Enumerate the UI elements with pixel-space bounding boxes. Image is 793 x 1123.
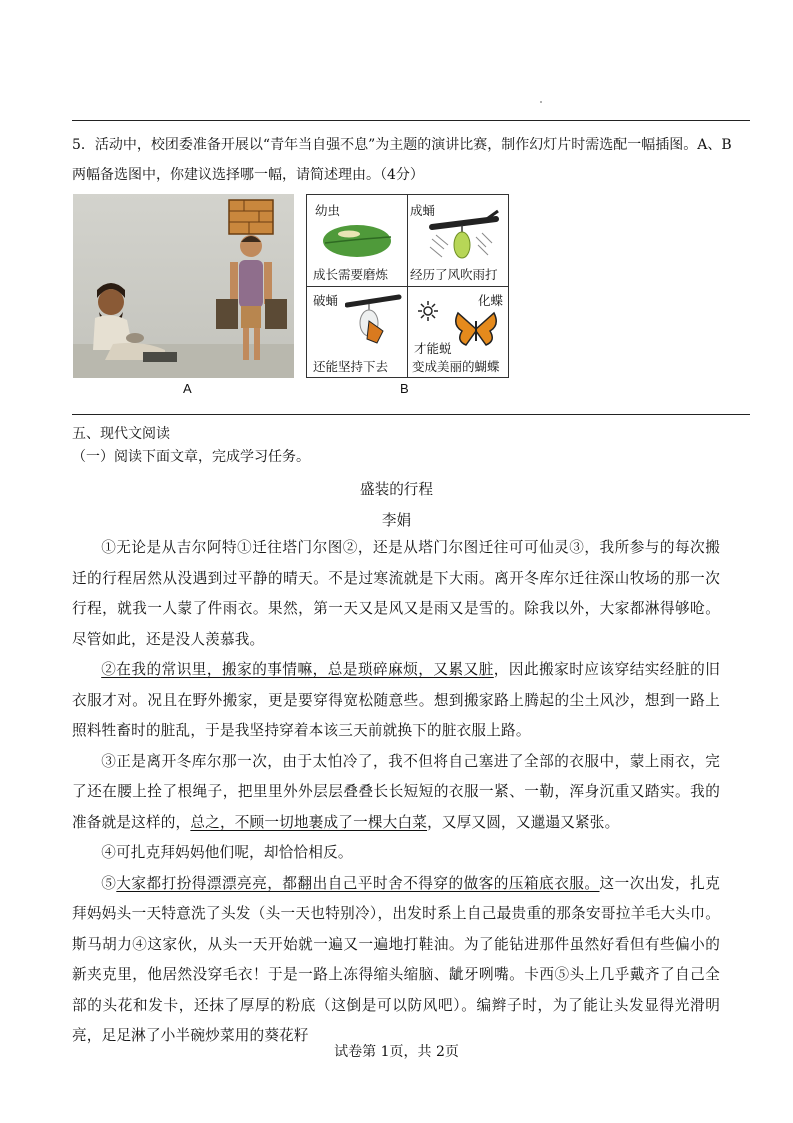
- top-divider: [72, 120, 750, 121]
- article-title: 盛装的行程: [360, 481, 433, 498]
- panel-butterfly: [408, 287, 508, 378]
- paragraph-3-underlined: 总之，不顾一切地裹成了一棵大白菜: [190, 813, 428, 831]
- illustration-a: [73, 194, 294, 378]
- paragraph-3: [72, 747, 720, 839]
- panel-butterfly-caption-1: 才能蜕: [414, 341, 452, 356]
- panel-butterfly-caption-2: 变成美丽的蝴蝶: [412, 359, 500, 374]
- paragraph-2-rest: ，因此搬家时应该穿结实经脏的旧衣服才对。况且在野外搬家，更是要穿得宽松随意些。想到搬家路上腾起的尘土风沙，想到一路上照料牲畜时的脏乱，于是我坚持穿着本该三天前就换下的脏衣服上路。: [72, 661, 720, 739]
- caption-b: B: [400, 381, 409, 396]
- paragraph-5-underlined: 大家都打扮得漂漂亮亮，都翻出自己平时舍不得穿的做客的压箱底衣服。: [116, 874, 600, 892]
- paragraph-2-underlined: ②在我的常识里，搬家的事情嘛，总是琐碎麻烦，又累又脏: [101, 661, 494, 678]
- section-subheading: （一）阅读下面文章，完成学习任务。: [72, 449, 310, 465]
- article-author: 李娟: [381, 512, 412, 529]
- question5-line1: 5．活动中，校团委准备开展以“青年当自强不息”为主题的演讲比赛，制作幻灯片时需选配一幅插图。A、B: [72, 137, 732, 153]
- illustration-b: [306, 194, 509, 378]
- panel-larva: [307, 195, 407, 286]
- paragraph-3-start: ③正是离开冬库尔那一次，由于太怕冷了，我不但将自己塞进了全部的衣服中，蒙上雨衣，完了还在腰上拴了根绳子，把里里外外层层叠叠长长短短的衣服一紧、一勒，浑身沉重又踏实。我的准备就是这样的，: [72, 752, 720, 831]
- paragraph-4: ④可扎克拜妈妈他们呢，却恰恰相反。: [101, 844, 353, 861]
- paragraph-1: ①无论是从吉尔阿特①迁往塔门尔图②，还是从塔门尔图迁往可可仙灵③，我所参与的每次搬迁的行程居然从没遇到过平静的晴天。不是过寒流就是下大雨。离开冬库尔迁往深山牧场的那一次行程，就我一人蒙了件雨衣。果然，第一天又是风又是雨又是雪的。除我以外，大家都淋得够呛。尽管如此，还是没人羡慕我。: [72, 539, 720, 648]
- panel-emerge-title: 破蛹: [313, 293, 339, 308]
- butterfly-icon: [454, 309, 498, 349]
- section-divider: [72, 414, 750, 415]
- article-body: [72, 533, 720, 1052]
- leaf-caterpillar-icon: [321, 221, 395, 261]
- panel-emerge-caption: 还能坚持下去: [313, 359, 389, 374]
- paragraph-3-end: ，又厚又圆，又邋遢又紧张。: [427, 813, 620, 831]
- panel-larva-caption: 成长需要磨炼: [313, 267, 389, 282]
- page-footer: 试卷第 1页，共 2页: [334, 1044, 459, 1060]
- paragraph-5-rest: 这一次出发，扎克拜妈妈头一天特意洗了头发（头一天也特别冷），出发时系上自己最贵重的那条安哥拉羊毛大头巾。斯马胡力④这家伙，从头一天开始就一遍又一遍地打鞋油。为了能钻进那件虽然好看但有些偏小的新夹克里，他居然没穿毛衣！于是一路上冻得缩头缩脑、龇牙咧嘴。卡西⑤头上几乎戴齐了自己全部的头花和发卡，还抹了厚厚的粉底（这倒是可以防风吧）。编辫子时，为了能让头发显得光滑明亮，足足淋了小半碗炒菜用的葵花籽: [72, 874, 720, 1044]
- panel-butterfly-title: 化蝶: [478, 293, 504, 308]
- paragraph-5: [72, 869, 720, 1052]
- question5-line2: 两幅备选图中，你建议选择哪一幅，请简述理由。（4分）: [72, 167, 424, 183]
- section-heading: 五、现代文阅读: [72, 426, 170, 442]
- paragraph-2: [72, 655, 720, 747]
- panel-pupa-title: 成蛹: [410, 203, 436, 218]
- panel-pupa: [408, 195, 508, 286]
- illustration-a-art: [73, 194, 294, 378]
- caption-a: A: [183, 381, 192, 396]
- sun-icon: [418, 301, 438, 321]
- paragraph-5-start: ⑤: [101, 874, 117, 892]
- panel-larva-title: 幼虫: [315, 203, 341, 218]
- emerging-butterfly-icon: [345, 293, 403, 351]
- panel-pupa-caption: 经历了风吹雨打: [410, 267, 498, 282]
- panel-emerge: [307, 287, 407, 378]
- chrysalis-icon: [426, 209, 502, 267]
- scan-speck: [540, 101, 542, 103]
